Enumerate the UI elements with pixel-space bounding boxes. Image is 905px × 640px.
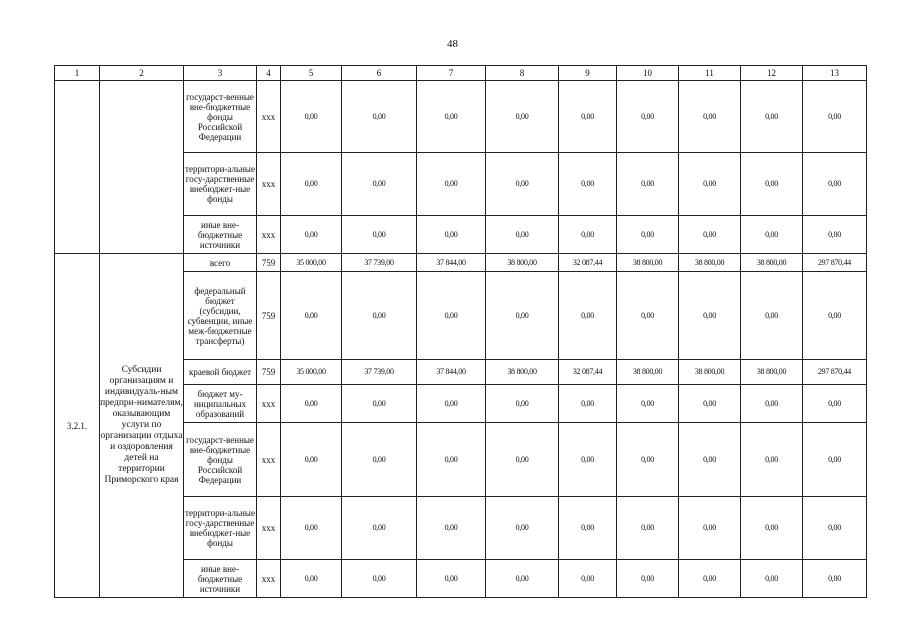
funding-source: всего (184, 254, 257, 272)
amount-cell: 297 870,44 (803, 254, 867, 272)
amount-cell: 0,00 (559, 216, 617, 254)
amount-cell: 37 844,00 (417, 254, 486, 272)
amount-cell: 0,00 (679, 560, 741, 598)
amount-cell: 0,00 (486, 423, 559, 497)
amount-cell: 0,00 (417, 385, 486, 423)
amount-cell: 38 800,00 (741, 254, 803, 272)
funding-source: бюджет му-ниципальных образований (184, 385, 257, 423)
amount-cell: 0,00 (803, 216, 867, 254)
amount-cell: 0,00 (281, 385, 342, 423)
amount-cell: 0,00 (559, 81, 617, 153)
item-description: Субсидии организациям и индивидуаль-ным предпри-нимателям, оказывающим услуги по организации отдыха и оздоровления детей на территории Приморского края (100, 254, 184, 598)
column-header: 8 (486, 66, 559, 81)
column-header: 6 (342, 66, 417, 81)
item-description-empty (100, 81, 184, 254)
amount-cell: 0,00 (417, 497, 486, 560)
amount-cell: 35 000,00 (281, 254, 342, 272)
funding-source: государст-венные вне-бюджетные фонды Российской Федерации (184, 81, 257, 153)
amount-cell: 38 800,00 (679, 254, 741, 272)
amount-cell: 0,00 (486, 497, 559, 560)
amount-cell: 0,00 (342, 153, 417, 216)
budget-code: xxx (257, 81, 281, 153)
column-header: 2 (100, 66, 184, 81)
amount-cell: 0,00 (486, 385, 559, 423)
amount-cell: 0,00 (486, 560, 559, 598)
amount-cell: 0,00 (342, 81, 417, 153)
amount-cell: 38 800,00 (679, 360, 741, 385)
amount-cell: 0,00 (486, 81, 559, 153)
amount-cell: 0,00 (741, 423, 803, 497)
budget-code: xxx (257, 497, 281, 560)
amount-cell: 0,00 (741, 216, 803, 254)
amount-cell: 37 739,00 (342, 254, 417, 272)
table-row (55, 81, 867, 153)
amount-cell: 0,00 (679, 385, 741, 423)
amount-cell: 0,00 (803, 560, 867, 598)
amount-cell: 0,00 (679, 216, 741, 254)
amount-cell: 0,00 (617, 153, 679, 216)
header-row (55, 66, 867, 81)
column-header: 11 (679, 66, 741, 81)
budget-code: xxx (257, 423, 281, 497)
amount-cell: 0,00 (617, 81, 679, 153)
item-code: 3.2.1. (55, 254, 100, 598)
amount-cell: 0,00 (617, 216, 679, 254)
amount-cell: 0,00 (417, 272, 486, 360)
amount-cell: 0,00 (803, 153, 867, 216)
amount-cell: 0,00 (281, 153, 342, 216)
amount-cell: 0,00 (803, 81, 867, 153)
amount-cell: 0,00 (803, 497, 867, 560)
column-header: 4 (257, 66, 281, 81)
funding-source: краевой бюджет (184, 360, 257, 385)
amount-cell: 0,00 (803, 385, 867, 423)
amount-cell: 0,00 (486, 216, 559, 254)
amount-cell: 0,00 (741, 497, 803, 560)
amount-cell: 35 000,00 (281, 360, 342, 385)
amount-cell: 0,00 (617, 385, 679, 423)
amount-cell: 0,00 (617, 423, 679, 497)
amount-cell: 38 800,00 (741, 360, 803, 385)
column-header: 7 (417, 66, 486, 81)
column-header: 10 (617, 66, 679, 81)
amount-cell: 0,00 (741, 272, 803, 360)
amount-cell: 0,00 (559, 560, 617, 598)
amount-cell: 297 870,44 (803, 360, 867, 385)
amount-cell: 0,00 (417, 423, 486, 497)
amount-cell: 37 844,00 (417, 360, 486, 385)
amount-cell: 0,00 (417, 560, 486, 598)
amount-cell: 0,00 (559, 153, 617, 216)
funding-source: иные вне-бюджетные источники (184, 216, 257, 254)
amount-cell: 0,00 (342, 423, 417, 497)
budget-code: 759 (257, 272, 281, 360)
amount-cell: 0,00 (679, 81, 741, 153)
amount-cell: 0,00 (741, 560, 803, 598)
table-row (55, 254, 867, 272)
amount-cell: 0,00 (281, 497, 342, 560)
funding-source: территори-альные госу-дарственные внебюджет-ные фонды (184, 497, 257, 560)
amount-cell: 0,00 (417, 81, 486, 153)
amount-cell: 0,00 (679, 153, 741, 216)
column-header: 12 (741, 66, 803, 81)
amount-cell: 38 800,00 (617, 254, 679, 272)
amount-cell: 32 087,44 (559, 360, 617, 385)
funding-source: иные вне-бюджетные источники (184, 560, 257, 598)
amount-cell: 0,00 (679, 272, 741, 360)
amount-cell: 0,00 (559, 423, 617, 497)
budget-table (54, 65, 867, 598)
amount-cell: 0,00 (342, 560, 417, 598)
amount-cell: 0,00 (281, 216, 342, 254)
amount-cell: 0,00 (741, 385, 803, 423)
amount-cell: 0,00 (559, 385, 617, 423)
amount-cell: 0,00 (559, 497, 617, 560)
funding-source: территори-альные госу-дарственные внебюджет-ные фонды (184, 153, 257, 216)
budget-code: xxx (257, 153, 281, 216)
item-code-empty (55, 81, 100, 254)
amount-cell: 0,00 (281, 81, 342, 153)
amount-cell: 0,00 (342, 497, 417, 560)
amount-cell: 0,00 (486, 153, 559, 216)
column-header: 1 (55, 66, 100, 81)
amount-cell: 0,00 (679, 497, 741, 560)
amount-cell: 38 800,00 (486, 360, 559, 385)
amount-cell: 0,00 (417, 153, 486, 216)
column-header: 13 (803, 66, 867, 81)
column-header: 9 (559, 66, 617, 81)
amount-cell: 0,00 (486, 272, 559, 360)
amount-cell: 0,00 (281, 560, 342, 598)
amount-cell: 0,00 (281, 423, 342, 497)
column-header: 5 (281, 66, 342, 81)
amount-cell: 0,00 (803, 272, 867, 360)
amount-cell: 0,00 (617, 497, 679, 560)
amount-cell: 0,00 (803, 423, 867, 497)
amount-cell: 37 739,00 (342, 360, 417, 385)
funding-source: государст-венные вне-бюджетные фонды Российской Федерации (184, 423, 257, 497)
amount-cell: 0,00 (617, 272, 679, 360)
amount-cell: 0,00 (281, 272, 342, 360)
budget-code: 759 (257, 360, 281, 385)
budget-code: xxx (257, 385, 281, 423)
amount-cell: 0,00 (342, 385, 417, 423)
amount-cell: 0,00 (342, 272, 417, 360)
budget-code: 759 (257, 254, 281, 272)
amount-cell: 38 800,00 (617, 360, 679, 385)
funding-source: федеральный бюджет (субсидии, субвенции, иные меж-бюджетные трансферты) (184, 272, 257, 360)
amount-cell: 38 800,00 (486, 254, 559, 272)
amount-cell: 0,00 (342, 216, 417, 254)
budget-code: xxx (257, 560, 281, 598)
amount-cell: 0,00 (679, 423, 741, 497)
column-header: 3 (184, 66, 257, 81)
amount-cell: 32 087,44 (559, 254, 617, 272)
amount-cell: 0,00 (741, 81, 803, 153)
budget-code: xxx (257, 216, 281, 254)
amount-cell: 0,00 (559, 272, 617, 360)
amount-cell: 0,00 (741, 153, 803, 216)
amount-cell: 0,00 (417, 216, 486, 254)
amount-cell: 0,00 (617, 560, 679, 598)
page-number: 48 (447, 38, 458, 50)
